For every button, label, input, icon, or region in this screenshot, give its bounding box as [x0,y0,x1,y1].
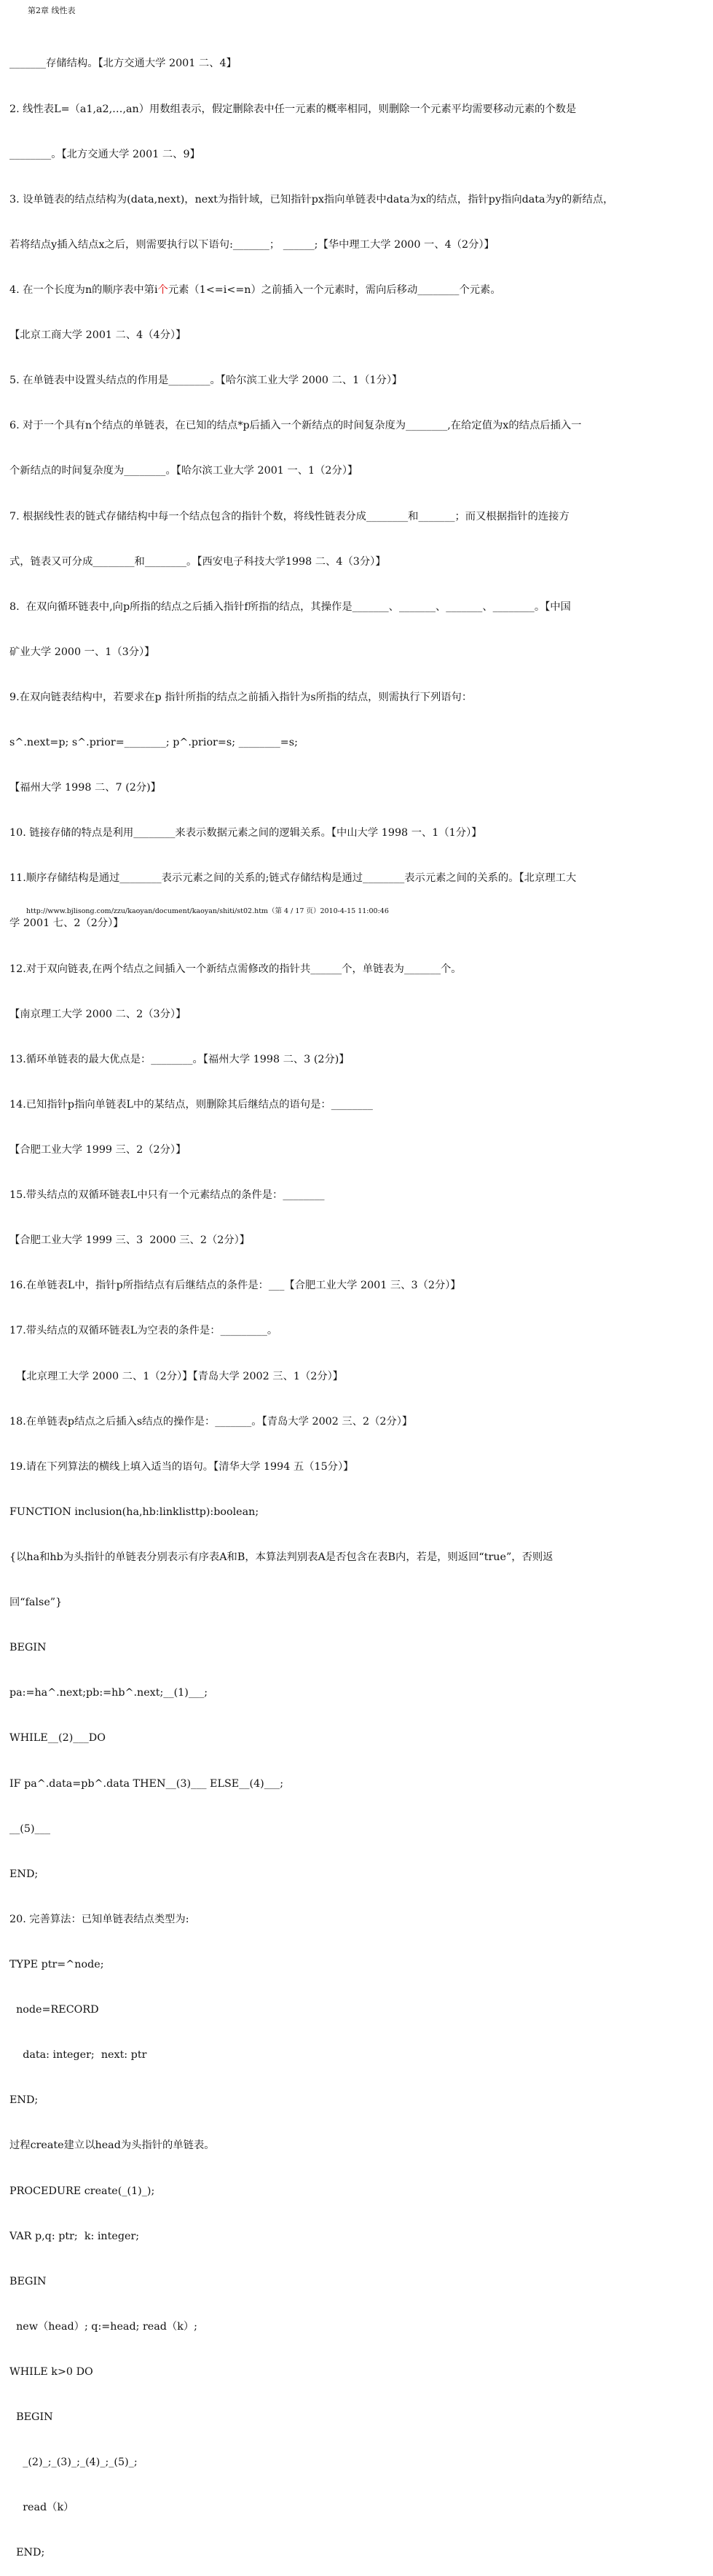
code-line: data: integer; next: ptr [9,2049,147,2062]
text-line: 个新结点的时间复杂度为________。【哈尔滨工业大学 2001 一、1（2分）】 [9,465,358,477]
text-line: 15.带头结点的双循环链表L中只有一个元素结点的条件是：________ [9,1189,325,1202]
text-line: 19.请在下列算法的横线上填入适当的语句。【清华大学 1994 五（15分）】 [9,1460,354,1473]
text-line: 16.在单链表L中，指针p所指结点有后继结点的条件是：___【合肥工业大学 2001 三、3（2分）】 [9,1280,461,1292]
page-footer-url: http://www.bjlisong.com/zzu/kaoyan/document/kaoyan/shiti/st02.htm（第 4 / 17 页）2010-4-15 11:00:46 [26,907,389,915]
code-line: BEGIN [9,2411,53,2424]
q4-highlight: 个 [157,283,168,296]
code-line: FUNCTION inclusion(ha,hb:linklisttp):boolean; [9,1506,259,1518]
document-body [9,26,701,2576]
text-line: 13.循环单链表的最大优点是：________。【福州大学 1998 二、3 (2分)】 [9,1053,350,1065]
code-line: new（head）; q:=head; read（k）; [9,2320,197,2333]
text-line-q4 [9,283,701,298]
text-line: 【南京理工大学 2000 二、2（3分）】 [9,1008,186,1020]
code-line: pa:=ha^.next;pb:=hb^.next;__(1)___; [9,1687,208,1699]
text-line: 14.已知指针p指向单链表L中的某结点，则删除其后继结点的语句是：________ [9,1098,373,1111]
text-line: 8. 在双向循环链表中,向p所指的结点之后插入指针f所指的结点，其操作是_______、_______、_______、________。【中国 [9,600,571,613]
code-line: TYPE ptr=^node; [9,1959,104,1970]
code-line: WHILE k>0 DO [9,2365,93,2378]
text-line: _______存储结构。【北方交通大学 2001 二、4】 [9,58,237,70]
code-line: END; [9,2547,45,2559]
code-line: WHILE__(2)___DO [9,1732,106,1745]
text-line: 回“false”} [9,1597,63,1609]
text-line: 9.在双向链表结构中，若要求在p 指针所指的结点之前插入指针为s所指的结点，则需执行下列语句： [9,691,473,703]
text-line: 20. 完善算法：已知单链表结点类型为: [9,1913,189,1925]
q4-before: 4. 在一个长度为n的顺序表中第i [9,283,158,296]
code-line: IF pa^.data=pb^.data THEN__(3)___ ELSE__(4)___; [9,1777,284,1790]
code-line: BEGIN [9,1642,47,1654]
code-line: VAR p,q: ptr; k: integer; [9,2230,140,2242]
code-line: BEGIN [9,2275,47,2287]
text-line: 过程create建立以head为头指针的单链表。 [9,2140,215,2152]
text-line: 【北京工商大学 2001 二、4（4分）】 [9,329,186,342]
text-line: 【福州大学 1998 二、7 (2分)】 [9,782,162,794]
text-line: {以ha和hb为头指针的单链表分别表示有序表A和B，本算法判别表A是否包含在表B内，若是，则返回“true”，否则返 [9,1551,554,1564]
text-line: 17.带头结点的双循环链表L为空表的条件是：_________。 [9,1325,278,1337]
code-line: _(2)_;_(3)_;_(4)_;_(5)_; [9,2456,138,2469]
text-line: 【北京理工大学 2000 二、1（2分）】【青岛大学 2002 三、1（2分）】 [9,1370,344,1382]
text-line: 2. 线性表L=（a1,a2,…,an）用数组表示，假定删除表中任一元素的概率相同，则删除一个元素平均需要移动元素的个数是 [9,103,577,115]
text-line: 12.对于双向链表,在两个结点之间插入一个新结点需修改的指针共______个，单链表为_______个。 [9,963,462,975]
q4-after: 元素（1<=i<=n）之前插入一个元素时，需向后移动________个元素。 [168,283,501,296]
code-line: __(5)___ [9,1823,50,1835]
code-line: PROCEDURE create(_(1)_); [9,2185,155,2197]
text-line: 10. 链接存储的特点是利用________来表示数据元素之间的逻辑关系。【中山大学 1998 一、1（1分）】 [9,827,482,839]
text-line: s^.next=p; s^.prior=________; p^.prior=s; ________=s; [9,737,298,749]
code-line: read（k） [9,2502,74,2514]
code-line: END; [9,2094,39,2107]
chapter-header: 第2章 线性表 [28,6,76,15]
text-line: 5. 在单链表中设置头结点的作用是________。【哈尔滨工业大学 2000 二、1（1分）】 [9,375,403,387]
text-line: 11.顺序存储结构是通过________表示元素之间的关系的;链式存储结构是通过________表示元素之间的关系的。【北京理工大 [9,872,577,885]
code-line: node=RECORD [9,2004,99,2016]
text-line: 18.在单链表p结点之后插入s结点的操作是：_______。【青岛大学 2002 三、2（2分）】 [9,1415,413,1428]
text-line: 6. 对于一个具有n个结点的单链表，在已知的结点*p后插入一个新结点的时间复杂度为________,在给定值为x的结点后插入一 [9,420,582,432]
text-line: 3. 设单链表的结点结构为(data,next)，next为指针域，已知指针px指向单链表中data为x的结点，指针py指向data为y的新结点， [9,193,614,205]
text-line: 学 2001 七、2（2分）】 [9,917,124,930]
text-line: 若将结点y插入结点x之后，则需要执行以下语句:_______； ______;【华中理工大学 2000 一、4（2分）】 [9,238,495,251]
text-line: 矿业大学 2000 一、1（3分）】 [9,646,155,658]
text-line: 【合肥工业大学 1999 三、2（2分）】 [9,1144,186,1156]
text-line: 7. 根据线性表的链式存储结构中每一个结点包含的指针个数，将线性链表分成________和_______；而又根据指针的连接方 [9,510,570,522]
text-line: 【合肥工业大学 1999 三、3 2000 三、2（2分）】 [9,1234,251,1247]
code-line: END; [9,1868,39,1880]
text-line: ________。【北方交通大学 2001 二、9】 [9,148,200,160]
text-line: 式，链表又可分成________和________。【西安电子科技大学1998 二、4（3分）】 [9,555,386,568]
